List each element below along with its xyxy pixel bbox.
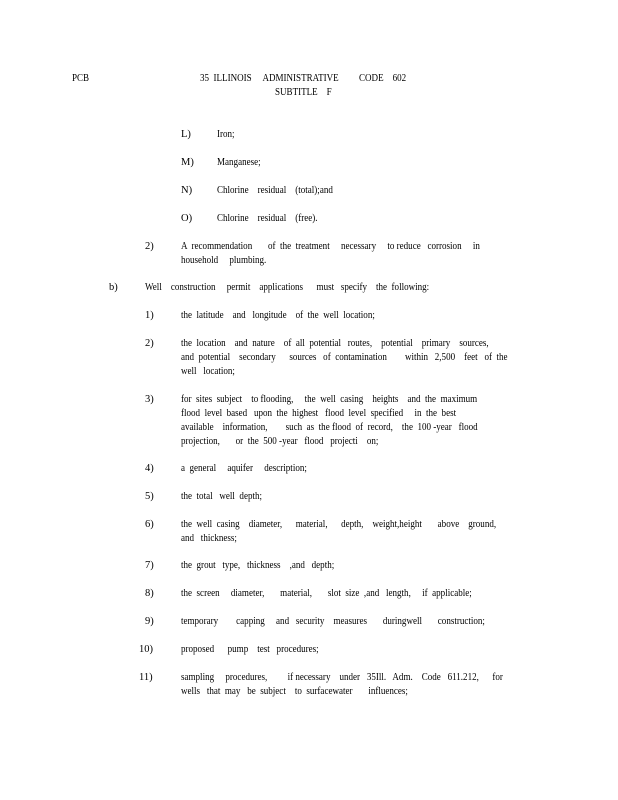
item-label: 9) xyxy=(145,616,154,627)
section-text: Well construction permit applications must specify the following: xyxy=(145,282,430,293)
item-label: 2) xyxy=(145,338,154,349)
item-text-line: temporary capping and security measures duringwell construction; xyxy=(181,616,485,627)
item-label: 7) xyxy=(145,560,154,571)
item-label: 11) xyxy=(139,672,153,683)
item-label: 2) xyxy=(145,241,154,252)
item-label: 10) xyxy=(139,644,153,655)
item-text: Iron; xyxy=(217,129,235,140)
item-text-line: wells that may be subject to surfacewater influences; xyxy=(181,686,408,697)
header-title-line1: 35 ILLINOIS ADMINISTRATIVE CODE 602 xyxy=(200,73,407,84)
item-text: Chlorine residual (free). xyxy=(217,213,318,224)
header-title-line2: SUBTITLE F xyxy=(275,87,332,98)
item-text-line: sampling procedures, if necessary under 35Ill. Adm. Code 611.212, for xyxy=(181,672,503,683)
item-text-line: A recommendation of the treatment necessary to reduce corrosion in xyxy=(181,241,480,252)
item-text-line: the total well depth; xyxy=(181,491,263,502)
item-label: 3) xyxy=(145,394,154,405)
item-text-line: projection, or the 500 -year flood projecti on; xyxy=(181,436,379,447)
item-text-line: the latitude and longitude of the well location; xyxy=(181,310,375,321)
item-text-line: and potential secondary sources of contamination within 2,500 feet of the xyxy=(181,352,508,363)
item-text-line: the location and nature of all potential routes, potential primary sources, xyxy=(181,338,489,349)
item-label: M) xyxy=(181,157,194,168)
section-label: b) xyxy=(109,282,118,293)
item-text: Chlorine residual (total);and xyxy=(217,185,333,196)
item-label: 8) xyxy=(145,588,154,599)
item-text-line: a general aquifer description; xyxy=(181,463,307,474)
item-text-line: flood level based upon the highest flood level specified in the best xyxy=(181,408,457,419)
item-label: 6) xyxy=(145,519,154,530)
header-left: PCB xyxy=(72,73,90,84)
item-label: L) xyxy=(181,129,191,140)
item-text-line: available information, such as the flood of record, the 100 -year flood xyxy=(181,422,478,433)
item-text-line: the well casing diameter, material, depth, weight,height above ground, xyxy=(181,519,497,530)
item-label: O) xyxy=(181,213,193,224)
item-text-line: well location; xyxy=(181,366,235,377)
item-text-line: the grout type, thickness ,and depth; xyxy=(181,560,335,571)
item-text: Manganese; xyxy=(217,157,261,168)
item-text-line: household plumbing. xyxy=(181,255,267,266)
item-text-line: the screen diameter, material, slot size ,and length, if applicable; xyxy=(181,588,472,599)
item-label: 4) xyxy=(145,463,154,474)
item-label: 1) xyxy=(145,310,154,321)
item-text-line: and thickness; xyxy=(181,533,237,544)
item-text-line: proposed pump test procedures; xyxy=(181,644,319,655)
item-label: 5) xyxy=(145,491,154,502)
item-text-line: for sites subject to flooding, the well casing heights and the maximum xyxy=(181,394,478,405)
item-label: N) xyxy=(181,185,193,196)
